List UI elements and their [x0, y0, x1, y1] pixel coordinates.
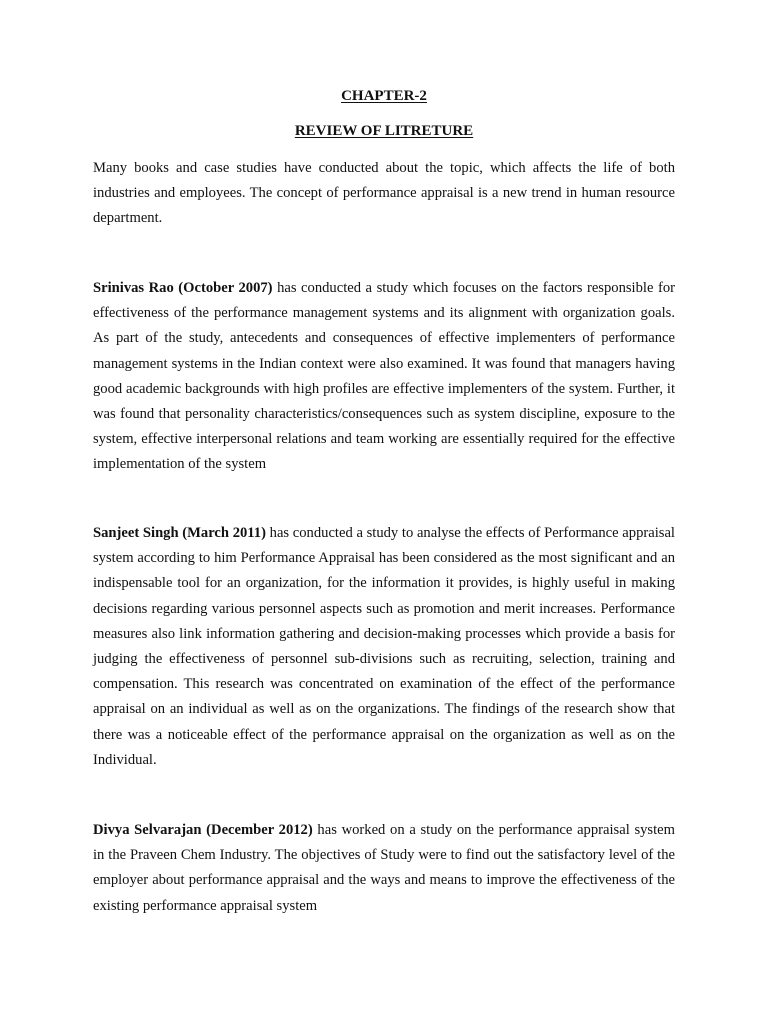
review-author: Sanjeet Singh (March 2011) — [93, 525, 266, 541]
review-paragraph-selvarajan — [93, 818, 675, 919]
review-paragraph-singh — [93, 521, 675, 773]
review-author: Divya Selvarajan (December 2012) — [93, 822, 313, 838]
review-text: has conducted a study which focuses on the factors responsible for effectiveness of the performance management systems and its alignment with organization goals. As part of the study, antecedents and consequences of effective implementers of performance management systems in the Indian context were also examined. It was found that managers having good academic backgrounds with high profiles are effective implementers of the system. Further, it was found that personality characteristics/consequences such as system discipline, exposure to the system, effective interpersonal relations and team working are essentially required for the effective implementation of the system — [93, 280, 675, 473]
intro-paragraph: Many books and case studies have conducted about the topic, which affects the life of both industries and employees. The concept of performance appraisal is a new trend in human resource department. — [93, 160, 675, 227]
review-paragraph-rao — [93, 276, 675, 478]
chapter-heading: CHAPTER-2 — [341, 88, 427, 104]
review-author: Srinivas Rao (October 2007) — [93, 280, 273, 296]
section-title: REVIEW OF LITRETURE — [294, 123, 474, 139]
review-text: has conducted a study to analyse the effects of Performance appraisal system according to him Performance Appraisal has been considered as the most significant and an indispensable tool for an organization, for the information it provides, is highly useful in making decisions regarding various personnel aspects such as promotion and merit increases. Performance measures also link information gathering and decision-making processes which provide a basis for judging the effectiveness of personnel sub-divisions such as recruiting, selection, training and compensation. This research was concentrated on examination of the effect of the performance appraisal on an individual as well as on the organizations. The findings of the research show that there was a noticeable effect of the performance appraisal on the organization as well as on the Individual. — [93, 525, 675, 768]
review-text: has worked on a study on the performance appraisal system in the Praveen Chem Industry. The objectives of Study were to find out the satisfactory level of the employer about performance appraisal and the ways and means to improve the effectiveness of the existing performance appraisal system — [93, 822, 675, 914]
